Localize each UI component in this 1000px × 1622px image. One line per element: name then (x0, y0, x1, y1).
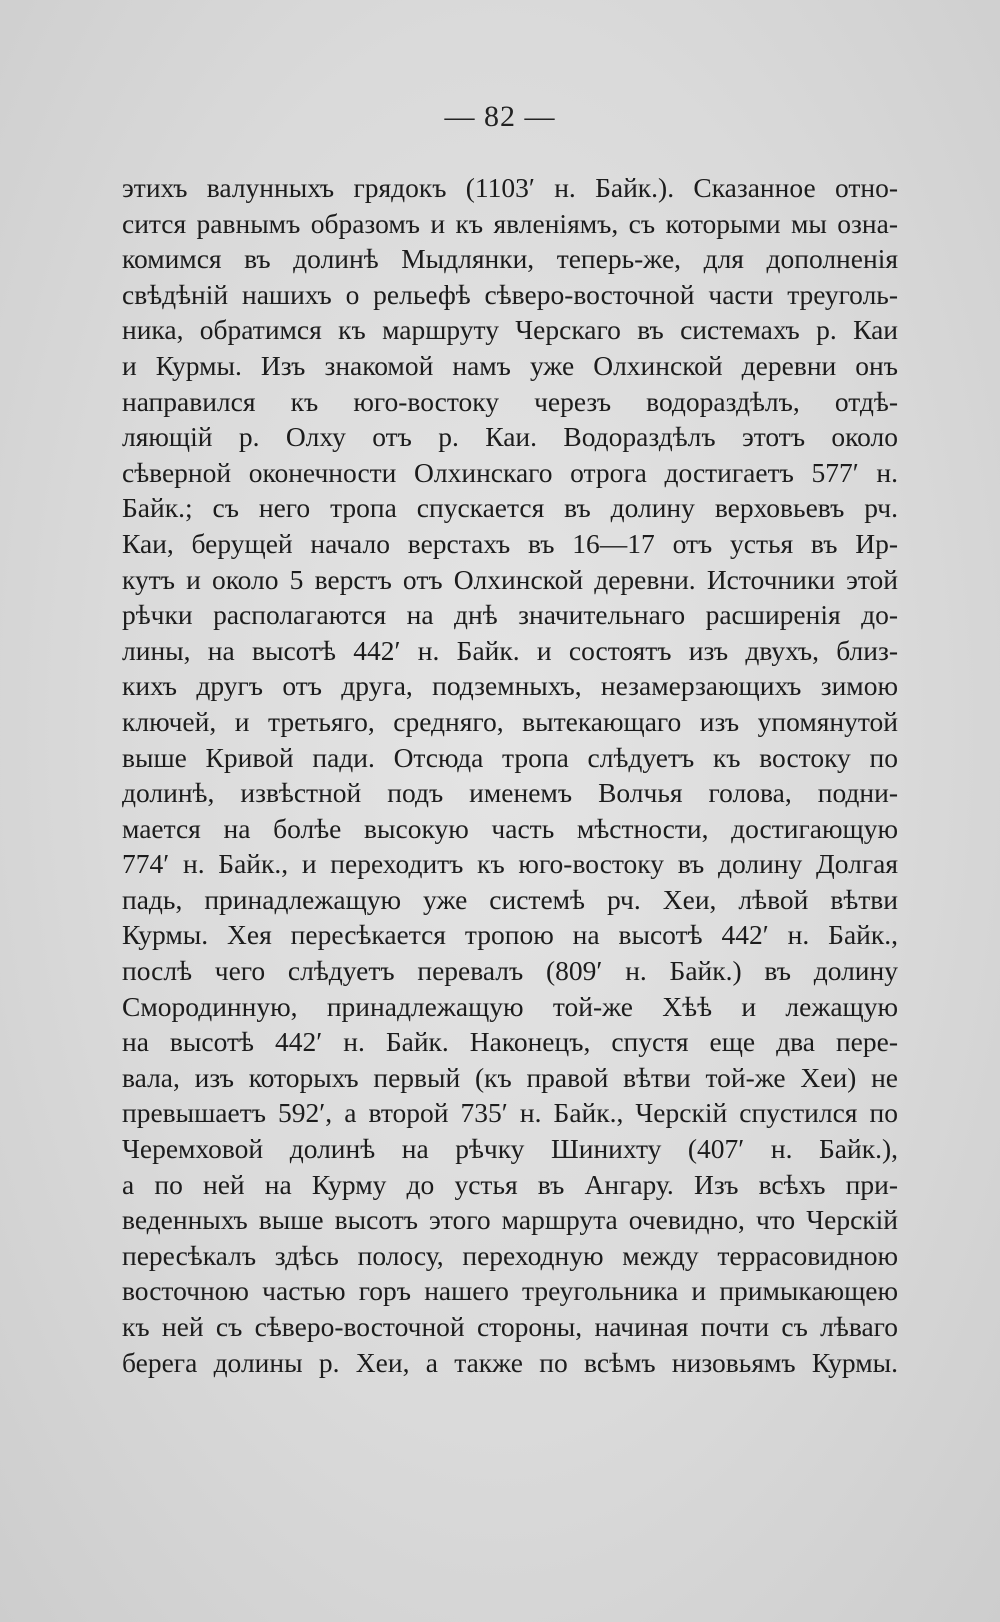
text-line: превышаетъ 592′, а второй 735′ н. Байк., Черскій спустился по (122, 1097, 898, 1129)
page-number: — 82 — (444, 100, 556, 133)
text-line: падь, принадлежащую уже системѣ рч. Хеи, лѣвой вѣтви (122, 883, 898, 915)
text-line: на высотѣ 442′ н. Байк. Наконецъ, спустя еще два пере- (122, 1026, 898, 1058)
text-line: свѣдѣній нашихъ о рельефѣ сѣверо-восточной части треуголь- (122, 278, 898, 310)
text-line: Курмы. Хея пересѣкается тропою на высотѣ 442′ н. Байк., (122, 919, 898, 951)
text-line: мается на болѣе высокую часть мѣстности, достигающую (122, 812, 898, 844)
text-line: веденныхъ выше высотъ этого маршрута очевидно, что Черскій (122, 1204, 898, 1236)
text-line: пересѣкалъ здѣсь полосу, переходную между террасовидною (122, 1239, 898, 1271)
text-line: а по ней на Курму до устья въ Ангару. Изъ всѣхъ при- (122, 1168, 898, 1200)
text-line: ляющій р. Олху отъ р. Каи. Водораздѣлъ этотъ около (122, 421, 898, 453)
text-line: кутъ и около 5 верстъ отъ Олхинской деревни. Источники этой (122, 563, 898, 595)
text-line: Смородинную, принадлежащую той-же Хѣѣ и лежащую (122, 990, 898, 1022)
text-line: 774′ н. Байк., и переходитъ къ юго-востоку въ долину Долгая (122, 848, 898, 880)
text-line: послѣ чего слѣдуетъ перевалъ (809′ н. Байк.) въ долину (122, 955, 898, 987)
text-line: сѣверной оконечности Олхинскаго отрога достигаетъ 577′ н. (122, 456, 898, 488)
text-line: рѣчки располагаются на днѣ значительнаго расширенія до- (122, 599, 898, 631)
text-line: къ ней съ сѣверо-восточной стороны, начиная почти съ лѣваго (122, 1311, 898, 1342)
text-line: кихъ другъ отъ друга, подземныхъ, незамерзающихъ зимою (122, 670, 898, 702)
text-line: сится равнымъ образомъ и къ явленіямъ, съ которыми мы озна- (122, 207, 898, 239)
text-line: лины, на высотѣ 442′ н. Байк. и состоятъ изъ двухъ, близ- (122, 634, 898, 666)
text-line: вала, изъ которыхъ первый (къ правой вѣтви той-же Хеи) не (122, 1061, 898, 1093)
text-line: Байк.; съ него тропа спускается въ долину верховьевъ рч. (122, 492, 898, 524)
text-line: ника, обратимся къ маршруту Черскаго въ системахъ р. Каи (122, 314, 898, 346)
text-line: берега долины р. Хеи, а также по всѣмъ низовьямъ Курмы. (122, 1346, 898, 1378)
text-line: комимся въ долинѣ Мыдлянки, теперь-же, для дополненія (122, 243, 898, 275)
text-line: этихъ валунныхъ грядокъ (1103′ н. Байк.). Сказанное отно- (122, 172, 898, 203)
text-line: выше Кривой пади. Отсюда тропа слѣдуетъ къ востоку по (122, 741, 898, 773)
text-line: ключей, и третьяго, средняго, вытекающаго изъ упомянутой (122, 705, 898, 737)
body-text (122, 170, 898, 1380)
text-line: Каи, берущей начало верстахъ въ 16—17 отъ устья въ Ир- (122, 527, 898, 559)
text-line: восточною частью горъ нашего треугольника и примыкающею (122, 1275, 898, 1307)
text-line: и Курмы. Изъ знакомой намъ уже Олхинской деревни онъ (122, 349, 898, 381)
text-line: долинѣ, извѣстной подъ именемъ Волчья голова, подни- (122, 777, 898, 809)
text-line: Черемховой долинѣ на рѣчку Шинихту (407′ н. Байк.), (122, 1133, 898, 1165)
text-line: направился къ юго-востоку черезъ водораздѣлъ, отдѣ- (122, 385, 898, 417)
